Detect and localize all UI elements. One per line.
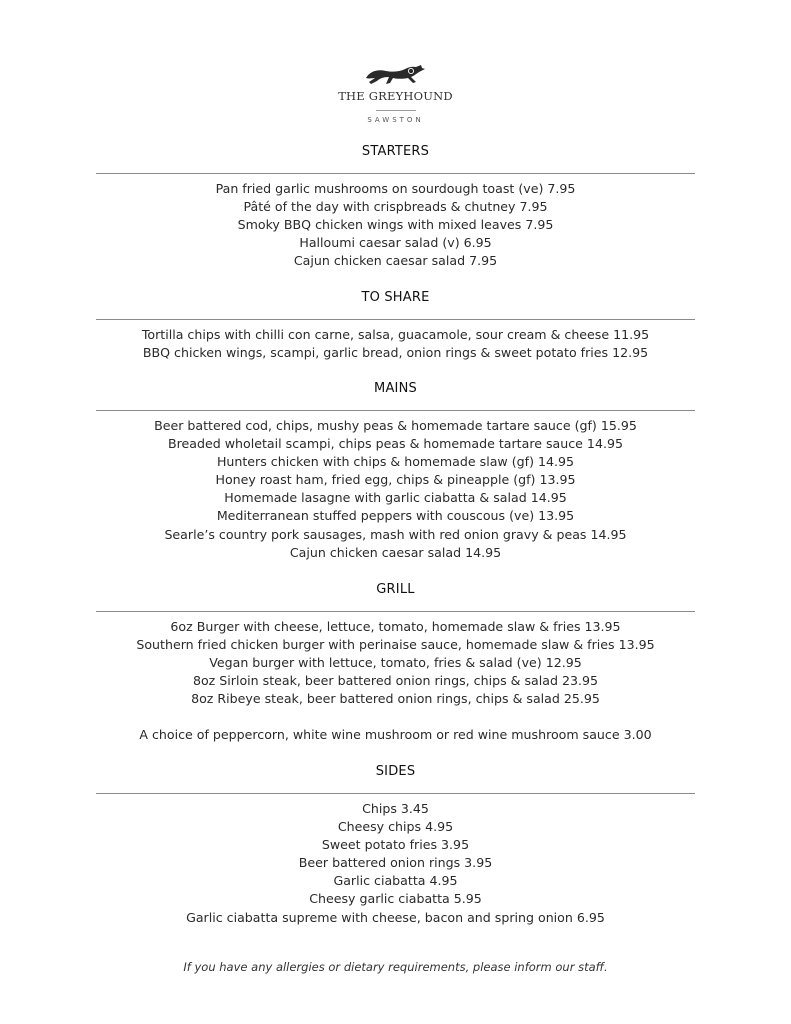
logo-location: SAWSTON xyxy=(367,116,424,124)
menu-item: Vegan burger with lettuce, tomato, fries & salad (ve) 12.95 xyxy=(209,655,582,671)
menu-item: Searle’s country pork sausages, mash with red onion gravy & peas 14.95 xyxy=(164,526,627,542)
menu-item: Cajun chicken caesar salad 14.95 xyxy=(289,544,502,560)
menu-item: Homemade lasagne with garlic ciabatta & salad 14.95 xyxy=(224,490,567,506)
menu-item: Pan fried garlic mushrooms on sourdough toast (ve) 7.95 xyxy=(215,181,576,196)
menu-item: Chips 3.45 xyxy=(362,801,429,816)
grill-list xyxy=(0,618,791,708)
sauce-note: A choice of peppercorn, white wine mushroom or red wine mushroom sauce 3.00 xyxy=(139,727,652,742)
menu-item: Cheesy chips 4.95 xyxy=(337,819,454,835)
menu-item: Honey roast ham, fried egg, chips & pineapple (gf) 13.95 xyxy=(215,472,576,488)
sides-heading: SIDES xyxy=(375,764,416,779)
menu-item: Cheesy garlic ciabatta 5.95 xyxy=(309,891,482,907)
logo-divider xyxy=(376,110,416,111)
menu-item: Southern fried chicken burger with perinaise sauce, homemade slaw & fries 13.95 xyxy=(136,637,655,653)
menu-item: Cajun chicken caesar salad 7.95 xyxy=(293,253,498,269)
sides-divider xyxy=(96,793,695,794)
logo-name: THE GREYHOUND xyxy=(338,89,453,103)
menu-item: Pâté of the day with crispbreads & chutney 7.95 xyxy=(243,199,548,215)
allergy-notice: If you have any allergies or dietary requirements, please inform our staff. xyxy=(183,960,608,974)
starters-divider xyxy=(96,173,695,174)
menu-item: Breaded wholetail scampi, chips peas & homemade tartare sauce 14.95 xyxy=(168,436,623,452)
menu-item: Beer battered cod, chips, mushy peas & homemade tartare sauce (gf) 15.95 xyxy=(154,418,637,433)
menu-item: 6oz Burger with cheese, lettuce, tomato, homemade slaw & fries 13.95 xyxy=(170,619,621,634)
starters-list xyxy=(0,180,791,270)
menu-item: Mediterranean stuffed peppers with couscous (ve) 13.95 xyxy=(216,508,575,524)
menu-item: 8oz Sirloin steak, beer battered onion rings, chips & salad 23.95 xyxy=(192,673,599,689)
menu-item: Hunters chicken with chips & homemade slaw (gf) 14.95 xyxy=(216,454,575,470)
logo xyxy=(0,62,791,124)
menu-item: Beer battered onion rings 3.95 xyxy=(298,855,493,871)
menu-item: Garlic ciabatta 4.95 xyxy=(333,873,458,889)
grill-heading: GRILL xyxy=(376,582,415,597)
to-share-list xyxy=(0,326,791,362)
menu-item: Sweet potato fries 3.95 xyxy=(321,837,470,853)
menu-item: Garlic ciabatta supreme with cheese, bacon and spring onion 6.95 xyxy=(186,909,605,925)
greyhound-icon xyxy=(364,62,428,88)
mains-divider xyxy=(96,410,695,411)
menu-item: Halloumi caesar salad (v) 6.95 xyxy=(299,235,492,251)
menu-item: Smoky BBQ chicken wings with mixed leaves 7.95 xyxy=(237,217,554,233)
grill-divider xyxy=(96,611,695,612)
sides-list xyxy=(0,800,791,927)
menu-item: 8oz Ribeye steak, beer battered onion rings, chips & salad 25.95 xyxy=(191,691,600,707)
mains-heading: MAINS xyxy=(374,381,417,396)
to-share-divider xyxy=(96,319,695,320)
menu-item: BBQ chicken wings, scampi, garlic bread, onion rings & sweet potato fries 12.95 xyxy=(142,345,649,361)
to-share-heading: TO SHARE xyxy=(361,290,430,305)
menu-item: Tortilla chips with chilli con carne, salsa, guacamole, sour cream & cheese 11.95 xyxy=(141,327,650,342)
starters-heading: STARTERS xyxy=(361,144,430,159)
mains-list xyxy=(0,417,791,562)
